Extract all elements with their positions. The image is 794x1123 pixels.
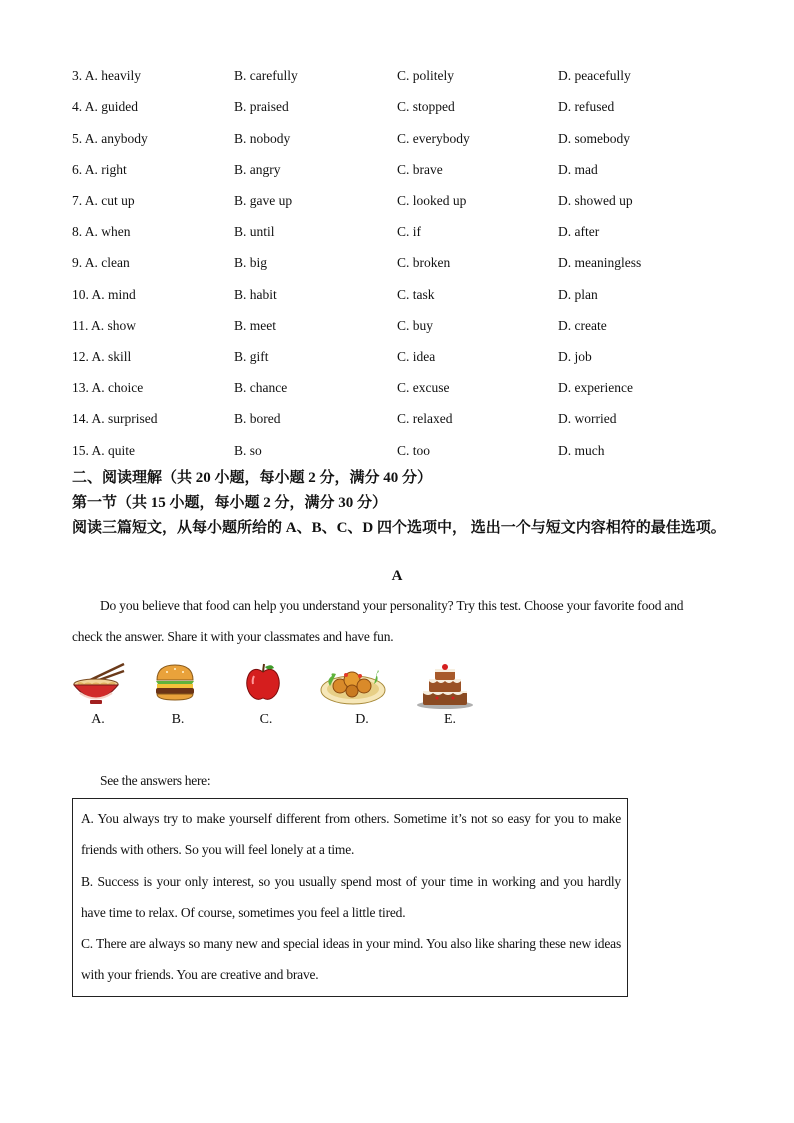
option-c: C. idea <box>397 349 436 364</box>
option-c: C. broken <box>397 255 451 270</box>
option-b: B. until <box>234 224 275 239</box>
option-c: C. brave <box>397 162 443 177</box>
answers-box <box>72 798 628 997</box>
food-label-a: A. <box>91 712 105 727</box>
option-b: B. bored <box>234 411 281 426</box>
option-a: 11. A. show <box>72 318 137 333</box>
option-a: 3. A. heavily <box>72 68 141 83</box>
option-b: B. gift <box>234 349 269 364</box>
option-a: 9. A. clean <box>72 255 130 270</box>
passage-letter: A <box>391 568 403 584</box>
intro-text: Do you believe that food can help you understand your personality? Try this test. Choose your favorite food and check the answer. Share it with your classmates and have fun. <box>72 598 684 644</box>
option-b: B. habit <box>234 287 277 302</box>
cake-icon <box>410 662 480 710</box>
option-d: D. create <box>558 318 607 333</box>
option-c: C. excuse <box>397 380 450 395</box>
option-a: 10. A. mind <box>72 287 136 302</box>
option-a: 6. A. right <box>72 162 127 177</box>
option-a: 14. A. surprised <box>72 411 158 426</box>
option-a: 15. A. quite <box>72 443 135 458</box>
hamburger-icon <box>140 662 210 702</box>
option-a: 12. A. skill <box>72 349 132 364</box>
option-b: B. meet <box>234 318 276 333</box>
option-c: C. buy <box>397 318 434 333</box>
option-b: B. gave up <box>234 193 293 208</box>
option-d: D. experience <box>558 380 633 395</box>
option-c: C. task <box>397 287 435 302</box>
option-c: C. everybody <box>397 131 470 146</box>
option-d: D. job <box>558 349 592 364</box>
option-b: B. praised <box>234 99 289 114</box>
option-d: D. after <box>558 224 600 239</box>
intro-paragraph <box>72 590 712 652</box>
option-d: D. peacefully <box>558 68 631 83</box>
option-a: 5. A. anybody <box>72 131 148 146</box>
option-a: 7. A. cut up <box>72 193 135 208</box>
option-c: C. politely <box>397 68 454 83</box>
food-label-d: D. <box>355 712 369 727</box>
option-c: C. looked up <box>397 193 467 208</box>
option-c: C. too <box>397 443 431 458</box>
option-c: C. stopped <box>397 99 455 114</box>
subsection-title: 第一节（共 15 小题，每小题 2 分，满分 30 分） <box>72 495 388 511</box>
option-d: D. meaningless <box>558 255 642 270</box>
option-b: B. angry <box>234 162 281 177</box>
option-b: B. chance <box>234 380 288 395</box>
option-d: D. mad <box>558 162 598 177</box>
food-label-c: C. <box>259 712 273 727</box>
option-b: B. carefully <box>234 68 298 83</box>
option-b: B. big <box>234 255 268 270</box>
answer-b: B. Success is your only interest, so you usually spend most of your time in working and you hardly have time to relax. Of course, sometimes you feel a little tired. <box>81 874 621 920</box>
option-b: B. so <box>234 443 262 458</box>
food-label-b: B. <box>171 712 185 727</box>
option-a: 8. A. when <box>72 224 131 239</box>
option-d: D. plan <box>558 287 598 302</box>
option-d: D. somebody <box>558 131 630 146</box>
option-c: C. relaxed <box>397 411 453 426</box>
option-c: C. if <box>397 224 422 239</box>
fried-chicken-plate-icon <box>318 662 388 706</box>
option-d: D. showed up <box>558 193 633 208</box>
option-b: B. nobody <box>234 131 291 146</box>
instructions: 阅读三篇短文，从每小题所给的 A、B、C、D 四个选项中， 选出一个与短文内容相符的最佳选项。 <box>72 520 726 536</box>
noodle-bowl-icon <box>62 662 132 708</box>
option-a: 4. A. guided <box>72 99 138 114</box>
food-label-e: E. <box>443 712 457 727</box>
option-a: 13. A. choice <box>72 380 144 395</box>
option-d: D. much <box>558 443 605 458</box>
option-d: D. refused <box>558 99 615 114</box>
answer-c: C. There are always so many new and special ideas in your mind. You also like sharing these new ideas with your friends. You are creative and brave. <box>81 936 621 982</box>
section-title: 二、阅读理解（共 20 小题，每小题 2 分，满分 40 分） <box>72 470 433 486</box>
answer-a: A. You always try to make yourself different from others. Sometime it’s not so easy for you to make friends with others. So you will feel lonely at a time. <box>81 811 621 857</box>
option-d: D. worried <box>558 411 617 426</box>
apple-icon <box>228 662 298 702</box>
see-answers-label: See the answers here: <box>100 773 211 788</box>
